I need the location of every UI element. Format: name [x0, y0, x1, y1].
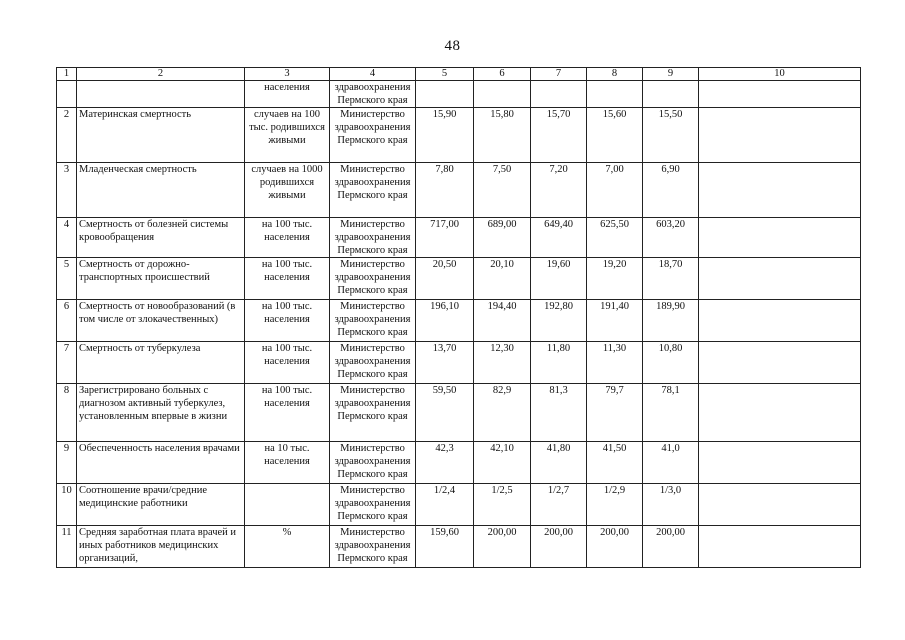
value-col-5: 59,50 — [416, 384, 474, 442]
value-col-8: 19,20 — [587, 258, 643, 300]
value-col-7: 15,70 — [531, 108, 587, 163]
unit-of-measure: на 100 тыс. населения — [245, 384, 330, 442]
value-col-5: 42,3 — [416, 442, 474, 484]
unit-of-measure: населения — [245, 81, 330, 108]
value-col-9: 200,00 — [643, 526, 699, 568]
unit-of-measure: на 100 тыс. населения — [245, 342, 330, 384]
value-col-6: 7,50 — [474, 163, 531, 218]
value-col-9: 18,70 — [643, 258, 699, 300]
row-number: 6 — [57, 300, 77, 342]
value-col-5: 20,50 — [416, 258, 474, 300]
value-col-7: 200,00 — [531, 526, 587, 568]
value-col-8: 200,00 — [587, 526, 643, 568]
value-col-7: 81,3 — [531, 384, 587, 442]
value-col-6: 20,10 — [474, 258, 531, 300]
row-number: 4 — [57, 218, 77, 258]
row-number: 11 — [57, 526, 77, 568]
value-col-8: 11,30 — [587, 342, 643, 384]
table-row — [57, 300, 861, 342]
unit-of-measure: на 100 тыс. населения — [245, 218, 330, 258]
unit-of-measure: на 100 тыс. населения — [245, 258, 330, 300]
responsible-body: Министерство здравоохранения Пермского края — [330, 384, 416, 442]
responsible-body: Министерство здравоохранения Пермского края — [330, 442, 416, 484]
column-number: 4 — [330, 68, 416, 81]
table-row — [57, 526, 861, 568]
value-col-9: 41,0 — [643, 442, 699, 484]
value-col-6: 1/2,5 — [474, 484, 531, 526]
indicator-name: Смертность от болезней системы кровообращения — [77, 218, 245, 258]
value-col-9: 1/3,0 — [643, 484, 699, 526]
value-col-7: 11,80 — [531, 342, 587, 384]
row-number: 3 — [57, 163, 77, 218]
value-col-5 — [416, 81, 474, 108]
row-number: 7 — [57, 342, 77, 384]
indicator-name: Смертность от туберкулеза — [77, 342, 245, 384]
row-number: 10 — [57, 484, 77, 526]
value-col-6 — [474, 81, 531, 108]
table-row — [57, 484, 861, 526]
row-number: 2 — [57, 108, 77, 163]
value-col-7: 41,80 — [531, 442, 587, 484]
note-col-10 — [699, 258, 861, 300]
value-col-8: 625,50 — [587, 218, 643, 258]
value-col-7: 649,40 — [531, 218, 587, 258]
column-number: 8 — [587, 68, 643, 81]
table-row — [57, 163, 861, 218]
column-number: 5 — [416, 68, 474, 81]
responsible-body: Министерство здравоохранения Пермского края — [330, 108, 416, 163]
column-number-row — [57, 68, 861, 81]
table-row — [57, 108, 861, 163]
value-col-9: 10,80 — [643, 342, 699, 384]
unit-of-measure: на 10 тыс. населения — [245, 442, 330, 484]
column-number: 1 — [57, 68, 77, 81]
row-number — [57, 81, 77, 108]
value-col-8: 79,7 — [587, 384, 643, 442]
table-row — [57, 442, 861, 484]
column-number: 9 — [643, 68, 699, 81]
value-col-6: 42,10 — [474, 442, 531, 484]
value-col-8: 15,60 — [587, 108, 643, 163]
responsible-body: Министерство здравоохранения Пермского края — [330, 258, 416, 300]
value-col-9: 78,1 — [643, 384, 699, 442]
indicator-name: Младенческая смертность — [77, 163, 245, 218]
responsible-body: Министерство здравоохранения Пермского края — [330, 300, 416, 342]
indicator-name: Смертность от новообразований (в том числе от злокачественных) — [77, 300, 245, 342]
value-col-9: 189,90 — [643, 300, 699, 342]
value-col-5: 15,90 — [416, 108, 474, 163]
note-col-10 — [699, 81, 861, 108]
value-col-8: 41,50 — [587, 442, 643, 484]
value-col-6: 15,80 — [474, 108, 531, 163]
value-col-9 — [643, 81, 699, 108]
note-col-10 — [699, 384, 861, 442]
note-col-10 — [699, 442, 861, 484]
responsible-body: здравоохранения Пермского края — [330, 81, 416, 108]
responsible-body: Министерство здравоохранения Пермского края — [330, 342, 416, 384]
page-number: 48 — [444, 38, 461, 54]
unit-of-measure: случаев на 100 тыс. родившихся живыми — [245, 108, 330, 163]
value-col-8: 1/2,9 — [587, 484, 643, 526]
row-number: 5 — [57, 258, 77, 300]
value-col-7 — [531, 81, 587, 108]
value-col-7: 1/2,7 — [531, 484, 587, 526]
value-col-5: 1/2,4 — [416, 484, 474, 526]
value-col-5: 159,60 — [416, 526, 474, 568]
value-col-5: 13,70 — [416, 342, 474, 384]
column-number: 3 — [245, 68, 330, 81]
value-col-8: 7,00 — [587, 163, 643, 218]
table-row — [57, 384, 861, 442]
value-col-6: 194,40 — [474, 300, 531, 342]
row-number: 8 — [57, 384, 77, 442]
responsible-body: Министерство здравоохранения Пермского края — [330, 526, 416, 568]
note-col-10 — [699, 300, 861, 342]
row-number: 9 — [57, 442, 77, 484]
note-col-10 — [699, 484, 861, 526]
value-col-6: 689,00 — [474, 218, 531, 258]
column-number: 6 — [474, 68, 531, 81]
responsible-body: Министерство здравоохранения Пермского края — [330, 218, 416, 258]
value-col-7: 7,20 — [531, 163, 587, 218]
note-col-10 — [699, 163, 861, 218]
indicator-name: Смертность от дорожно-транспортных происшествий — [77, 258, 245, 300]
note-col-10 — [699, 526, 861, 568]
indicator-name — [77, 81, 245, 108]
indicator-name: Материнская смертность — [77, 108, 245, 163]
column-number: 7 — [531, 68, 587, 81]
value-col-8 — [587, 81, 643, 108]
responsible-body: Министерство здравоохранения Пермского края — [330, 484, 416, 526]
table-row — [57, 342, 861, 384]
column-number: 2 — [77, 68, 245, 81]
unit-of-measure — [245, 484, 330, 526]
value-col-5: 196,10 — [416, 300, 474, 342]
value-col-7: 192,80 — [531, 300, 587, 342]
value-col-6: 200,00 — [474, 526, 531, 568]
unit-of-measure: на 100 тыс. населения — [245, 300, 330, 342]
note-col-10 — [699, 218, 861, 258]
note-col-10 — [699, 342, 861, 384]
indicator-name: Зарегистрировано больных с диагнозом активный туберкулез, установленным впервые в жизни — [77, 384, 245, 442]
value-col-7: 19,60 — [531, 258, 587, 300]
table-row — [57, 81, 861, 108]
unit-of-measure: случаев на 1000 родившихся живыми — [245, 163, 330, 218]
indicators-table — [56, 67, 861, 568]
unit-of-measure: % — [245, 526, 330, 568]
note-col-10 — [699, 108, 861, 163]
value-col-9: 6,90 — [643, 163, 699, 218]
value-col-5: 717,00 — [416, 218, 474, 258]
indicator-name: Обеспеченность населения врачами — [77, 442, 245, 484]
indicator-name: Соотношение врачи/средние медицинские работники — [77, 484, 245, 526]
value-col-6: 82,9 — [474, 384, 531, 442]
table-row — [57, 258, 861, 300]
responsible-body: Министерство здравоохранения Пермского края — [330, 163, 416, 218]
value-col-9: 603,20 — [643, 218, 699, 258]
value-col-8: 191,40 — [587, 300, 643, 342]
table-row — [57, 218, 861, 258]
value-col-9: 15,50 — [643, 108, 699, 163]
column-number: 10 — [699, 68, 861, 81]
indicator-name: Средняя заработная плата врачей и иных работников медицинских организаций, — [77, 526, 245, 568]
value-col-5: 7,80 — [416, 163, 474, 218]
table-body — [57, 68, 861, 568]
value-col-6: 12,30 — [474, 342, 531, 384]
